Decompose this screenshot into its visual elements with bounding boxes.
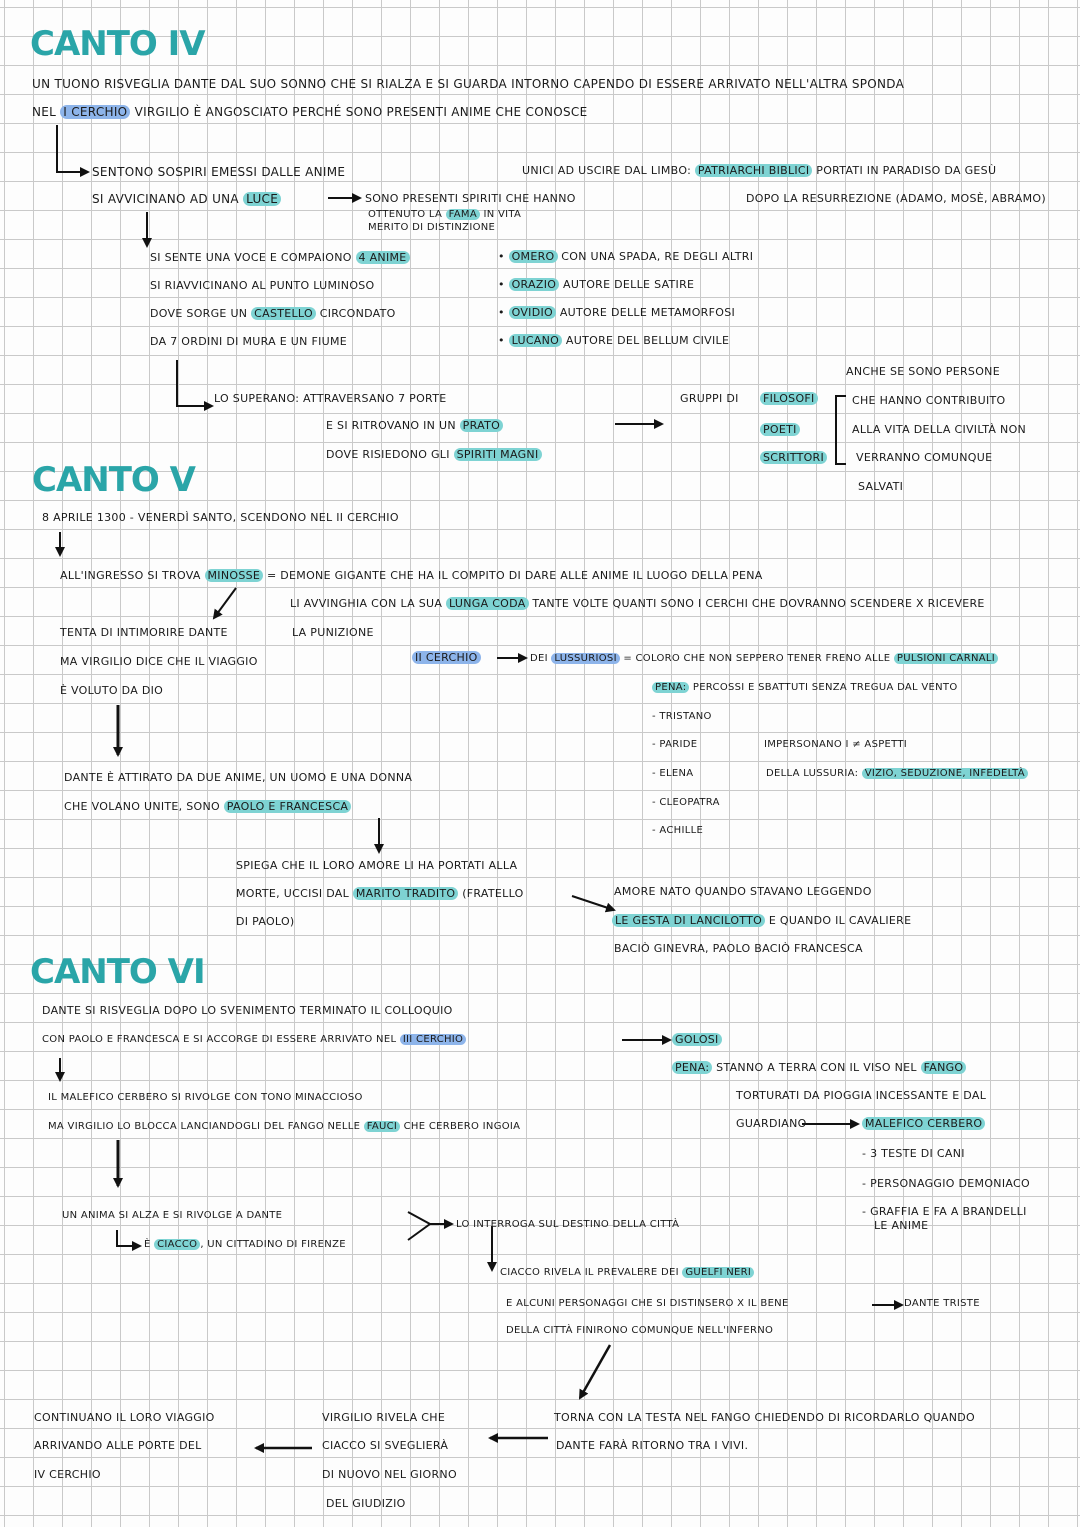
gruppi-scrittori [760, 450, 827, 466]
secondo-cerchio-label [412, 650, 481, 666]
spiriti-magni-highlight: SPIRITI MAGNI [454, 448, 542, 461]
cerbero-item-4: LE ANIME [874, 1219, 929, 1232]
pena-desc: PERCOSSI E SBATTUTI SENZA TREGUA DAL VENTO [692, 682, 958, 693]
poet-ovidio: • OVIDIO AUTORE DELLE METAMORFOSI [498, 306, 736, 319]
castello-highlight: CASTELLO [251, 307, 316, 320]
lussuriosi-text [530, 651, 998, 667]
gesta-text [612, 913, 911, 929]
prato-text [326, 418, 503, 434]
volano-text [64, 799, 351, 815]
virgilio-rivela-2: CIACCO SI SVEGLIERÀ [322, 1439, 449, 1452]
superano-text: LO SUPERANO: ATTRAVERSANO 7 PORTE [214, 392, 447, 405]
ciacco-highlight: CIACCO [154, 1239, 200, 1250]
pena1-pre: STANNO A TERRA CON IL VISO NEL [716, 1061, 917, 1074]
torna-line1: TORNA CON LA TESTA NEL FANGO CHIEDENDO DI RICORDARLO QUANDO [554, 1411, 975, 1424]
dei-label: DEI [530, 653, 548, 664]
pena-vi-label: PENA: [672, 1061, 712, 1074]
gesta-highlight: LE GESTA DI LANCILOTTO [612, 914, 765, 927]
lussuriosi-highlight: LUSSURIOSI [551, 653, 619, 664]
golosi-highlight: GOLOSI [672, 1033, 722, 1046]
lussuria-text [766, 766, 1028, 782]
luce-pre: SI AVVICINANO AD UNA [92, 192, 239, 206]
canto-iv-intro-line2 [32, 104, 587, 120]
golosi-label [672, 1032, 722, 1048]
paolo-francesca-highlight: PAOLO E FRANCESCA [224, 800, 351, 813]
unici-pre: UNICI AD USCIRE DAL LIMBO: [522, 164, 692, 177]
marito-highlight: MARITO TRADITO [353, 887, 459, 900]
intro-rest: VIRGILIO È ANGOSCIATO PERCHÉ SONO PRESENTI ANIME CHE CONOSCE [134, 105, 588, 119]
triste-text: DANTE TRISTE [904, 1298, 980, 1309]
poet-omero: • OMERO CON UNA SPADA, RE DEGLI ALTRI [498, 250, 754, 263]
name-achille: - ACHILLE [652, 825, 704, 836]
lussuriosi-desc: = COLORO CHE NON SEPPERO TENER FRENO ALLE [623, 653, 891, 664]
salvati-line5: SALVATI [858, 480, 904, 493]
poet-name: OMERO [509, 250, 558, 263]
spiriti-line1: SONO PRESENTI SPIRITI CHE HANNO [365, 192, 576, 205]
poet-desc: AUTORE DEL BELLUM CIVILE [565, 334, 730, 347]
pulsioni-highlight: PULSIONI CARNALI [894, 653, 998, 664]
blocca-text [48, 1119, 520, 1135]
rivela-text [500, 1265, 754, 1281]
fauci-highlight: FAUCI [364, 1121, 400, 1132]
morte-pre: MORTE, UCCISI DAL [236, 887, 350, 900]
attirato-text: DANTE È ATTIRATO DA DUE ANIME, UN UOMO E UNA DONNA [64, 771, 413, 784]
bacio-text: BACIÒ GINEVRA, PAOLO BACIÒ FRANCESCA [614, 942, 863, 955]
luminoso-text: SI RIAVVICINANO AL PUNTO LUMINOSO [150, 279, 375, 292]
blocca-pre: MA VIRGILIO LO BLOCCA LANCIANDOGLI DEL FANGO NELLE [48, 1121, 361, 1132]
poet-desc: AUTORE DELLE METAMORFOSI [559, 306, 736, 319]
name-paride: - PARIDE [652, 739, 698, 750]
virgilio-dice-text: MA VIRGILIO DICE CHE IL VIAGGIO [60, 655, 258, 668]
salvati-line1: ANCHE SE SONO PERSONE [846, 365, 1000, 378]
spiriti-pre: DOVE RISIEDONO GLI [326, 448, 450, 461]
canto-iv-title: CANTO IV [30, 24, 205, 64]
pena-v-text [652, 680, 958, 696]
ingresso-pre: ALL'INGRESSO SI TROVA [60, 569, 201, 582]
spiriti2-post: IN VITA [483, 209, 522, 220]
poet-desc: CON UNA SPADA, RE DEGLI ALTRI [561, 250, 754, 263]
luce-text [92, 191, 281, 207]
spiriti-line3: MERITO DI DISTINZIONE [368, 222, 496, 233]
gruppi-filosofi [760, 391, 818, 407]
canto-vi-line2 [42, 1032, 466, 1048]
pena-label: PENA: [652, 682, 689, 693]
continuano-3: IV CERCHIO [34, 1468, 101, 1481]
blocca-post: CHE CERBERO INGOIA [403, 1121, 521, 1132]
amore-text: AMORE NATO QUANDO STAVANO LEGGENDO [614, 885, 872, 898]
minosse-desc: = DEMONE GIGANTE CHE HA IL COMPITO DI DARE ALLE ANIME IL LUOGO DELLA PENA [266, 569, 763, 582]
unici-post: PORTATI IN PARADISO DA GESÙ [816, 164, 997, 177]
castello-text [150, 306, 396, 322]
interroga-text: LO INTERROGA SUL DESTINO DELLA CITTÀ [456, 1219, 680, 1230]
canto-vi-line1: DANTE SI RISVEGLIA DOPO LO SVENIMENTO TERMINATO IL COLLOQUIO [42, 1004, 453, 1017]
spiriti-magni-text [326, 447, 542, 463]
punizione-text: LA PUNIZIONE [292, 626, 374, 639]
line2-pre: CON PAOLO E FRANCESCA E SI ACCORGE DI ESSERE ARRIVATO NEL [42, 1034, 397, 1045]
scrittori-highlight: SCRITTORI [760, 451, 827, 464]
gesta-post: E QUANDO IL CAVALIERE [768, 914, 912, 927]
guardiano-text: GUARDIANO [736, 1117, 807, 1130]
prato-pre: E SI RITROVANO IN UN [326, 419, 456, 432]
avvinghia-post: TANTE VOLTE QUANTI SONO I CERCHI CHE DOVRANNO SCENDERE X RICEVERE [532, 597, 985, 610]
canto-iv-intro-line1: UN TUONO RISVEGLIA DANTE DAL SUO SONNO CHE SI RIALZA E SI GUARDA INTORNO CAPENDO DI ESSERE ARRIVATO NELL'ALTRA SPONDA [32, 77, 905, 91]
rivela-pre: CIACCO RIVELA IL PREVALERE DEI [500, 1267, 679, 1278]
coda-highlight: LUNGA CODA [446, 597, 529, 610]
cerbero-item-1: - 3 TESTE DI CANI [862, 1147, 965, 1160]
luce-highlight: LUCE [243, 192, 281, 206]
name-elena: - ELENA [652, 768, 694, 779]
voluto-dio-text: È VOLUTO DA DIO [60, 684, 164, 697]
castello-pre: DOVE SORGE UN [150, 307, 248, 320]
salvati-line3: ALLA VITA DELLA CIVILTÀ NON [852, 423, 1027, 436]
name-cleopatra: - CLEOPATRA [652, 797, 720, 808]
avvinghia-text [290, 596, 985, 612]
cerbero-item-3: - GRAFFIA E FA A BRANDELLI [862, 1205, 1027, 1218]
pena2-text: TORTURATI DA PIOGGIA INCESSANTE E DAL [736, 1089, 987, 1102]
poet-name: LUCANO [509, 334, 563, 347]
morte-post: (FRATELLO [462, 887, 524, 900]
canto-vi-title: CANTO VI [30, 952, 205, 992]
spiriti2-pre: OTTENUTO LA [368, 209, 443, 220]
minosse-highlight: MINOSSE [205, 569, 264, 582]
canto-v-title: CANTO V [32, 460, 195, 500]
continuano-1: CONTINUANO IL LORO VIAGGIO [34, 1411, 215, 1424]
primo-cerchio-highlight: I CERCHIO [60, 105, 130, 119]
alcuni-text: E ALCUNI PERSONAGGI CHE SI DISTINSERO X IL BENE [506, 1298, 789, 1309]
paolo-close-text: DI PAOLO) [236, 915, 295, 928]
poet-name: OVIDIO [509, 306, 556, 319]
canto-v-date: 8 APRILE 1300 - VENERDÌ SANTO, SCENDONO NEL II CERCHIO [42, 511, 399, 524]
fama-highlight: FAMA [446, 209, 480, 220]
citta-text: DELLA CITTÀ FINIRONO COMUNQUE NELL'INFERNO [506, 1325, 774, 1336]
quattro-anime-highlight: 4 ANIME [356, 251, 410, 264]
ciacco-text [144, 1237, 346, 1253]
voce-text [150, 250, 410, 266]
poet-name: ORAZIO [509, 278, 560, 291]
continuano-2: ARRIVANDO ALLE PORTE DEL [34, 1439, 202, 1452]
salvati-line2: CHE HANNO CONTRIBUITO [852, 394, 1006, 407]
lussuria-pre: DELLA LUSSURIA: [766, 768, 859, 779]
vizio-highlight: VIZIO, SEDUZIONE, INFEDELTÀ [862, 768, 1028, 779]
virgilio-rivela-4: DEL GIUDIZIO [326, 1497, 406, 1510]
cerbero-highlight: MALEFICO CERBERO [862, 1117, 985, 1130]
secondo-cerchio-highlight: II CERCHIO [412, 651, 481, 664]
virgilio-rivela-3: DI NUOVO NEL GIORNO [322, 1468, 457, 1481]
poet-desc: AUTORE DELLE SATIRE [563, 278, 695, 291]
spiega-text: SPIEGA CHE IL LORO AMORE LI HA PORTATI ALLA [236, 859, 518, 872]
guelfi-highlight: GUELFI NERI [682, 1267, 754, 1278]
voce-pre: SI SENTE UNA VOCE E COMPAIONO [150, 251, 352, 264]
morte-text [236, 886, 524, 902]
torna-line2: DANTE FARÀ RITORNO TRA I VIVI. [556, 1439, 749, 1452]
poet-lucano: • LUCANO AUTORE DEL BELLUM CIVILE [498, 334, 730, 347]
fango-highlight: FANGO [921, 1061, 967, 1074]
castello-post: CIRCONDATO [319, 307, 396, 320]
intimorire-text: TENTA DI INTIMORIRE DANTE [60, 626, 228, 639]
unici-line1 [522, 163, 996, 179]
malefico-text: IL MALEFICO CERBERO SI RIVOLGE CON TONO MINACCIOSO [48, 1092, 363, 1103]
mura-text: DA 7 ORDINI DI MURA E UN FIUME [150, 335, 348, 348]
avvinghia-pre: LI AVVINGHIA CON LA SUA [290, 597, 443, 610]
ciacco-pre: È [144, 1239, 151, 1250]
cerbero-item-2: - PERSONAGGIO DEMONIACO [862, 1177, 1030, 1190]
pena-vi-text [672, 1060, 966, 1076]
anima-text: UN ANIMA SI ALZA E SI RIVOLGE A DANTE [62, 1210, 283, 1221]
impersonano-text: IMPERSONANO I ≠ ASPETTI [764, 739, 908, 750]
intro-nel: NEL [32, 105, 57, 119]
ingresso-text [60, 568, 763, 584]
ciacco-post: , UN CITTADINO DI FIRENZE [200, 1239, 346, 1250]
gruppi-label: GRUPPI DI [680, 392, 739, 405]
unici-line2: DOPO LA RESURREZIONE (ADAMO, MOSÈ, ABRAMO) [746, 192, 1046, 205]
salvati-line4: VERRANNO COMUNQUE [856, 451, 993, 464]
poeti-highlight: POETI [760, 423, 800, 436]
volano-pre: CHE VOLANO UNITE, SONO [64, 800, 220, 813]
gruppi-poeti [760, 422, 800, 438]
patriarchi-highlight: PATRIARCHI BIBLICI [695, 164, 813, 177]
cerbero-label [862, 1116, 985, 1132]
filosofi-highlight: FILOSOFI [760, 392, 818, 405]
sospiri-text: SENTONO SOSPIRI EMESSI DALLE ANIME [92, 165, 346, 179]
prato-highlight: PRATO [460, 419, 503, 432]
name-tristano: - TRISTANO [652, 711, 712, 722]
poet-orazio: • ORAZIO AUTORE DELLE SATIRE [498, 278, 695, 291]
terzo-cerchio-highlight: III CERCHIO [400, 1034, 466, 1045]
virgilio-rivela-1: VIRGILIO RIVELA CHE [322, 1411, 446, 1424]
